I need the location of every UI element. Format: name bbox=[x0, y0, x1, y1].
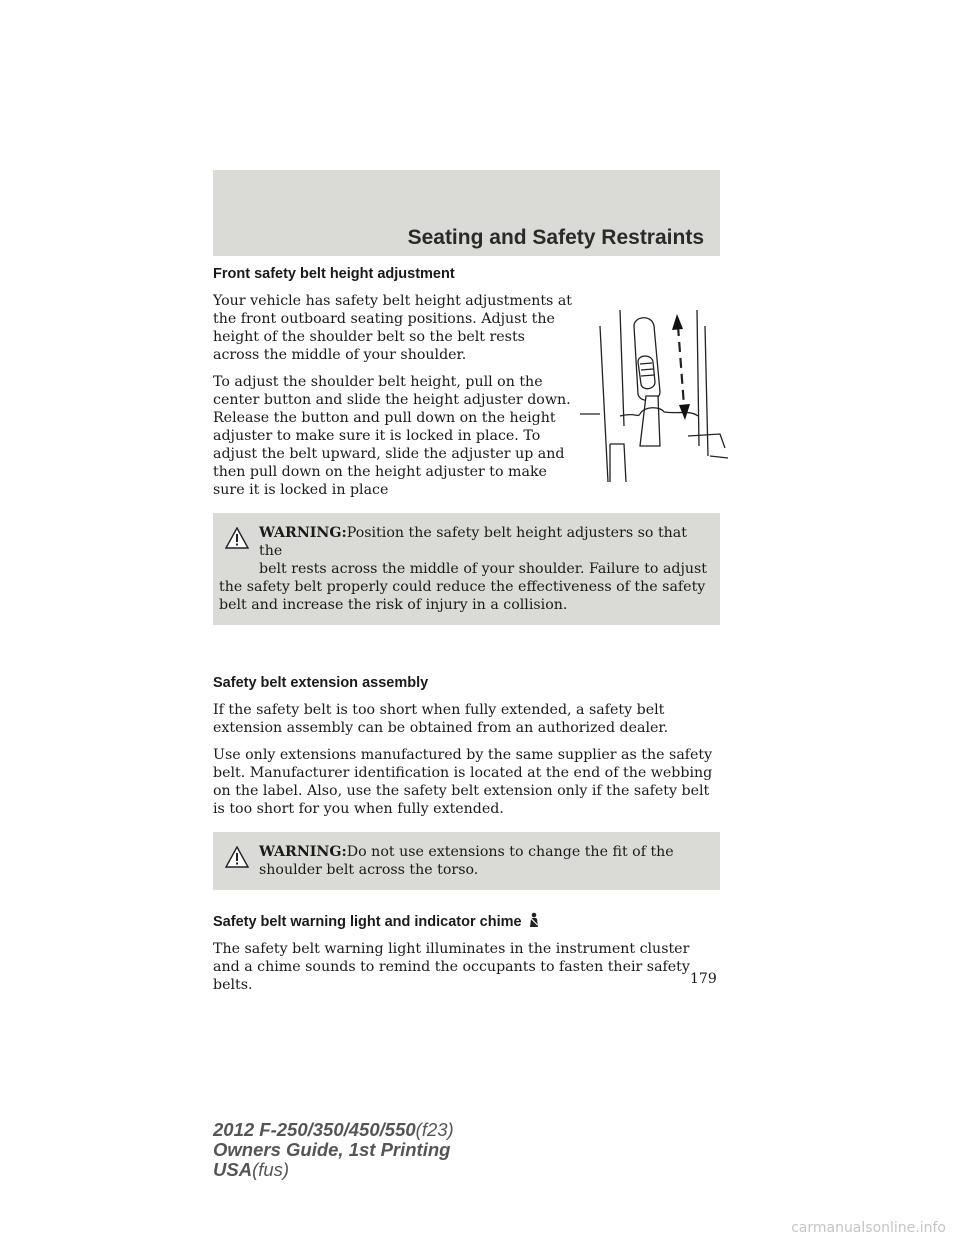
page-content bbox=[213, 266, 720, 994]
footer-model: 2012 F-250/350/450/550 bbox=[213, 1119, 416, 1140]
warning-label: WARNING: bbox=[259, 525, 347, 541]
watermark: carmanualsonline.info bbox=[791, 1220, 946, 1236]
warning-line: belt rests across the middle of your shoulder. Failure to adjust bbox=[259, 561, 708, 577]
belt-height-adjuster-illustration bbox=[580, 296, 730, 482]
section-header-band bbox=[213, 170, 720, 256]
warning-line: Do not use extensions to change the fit of the bbox=[346, 844, 674, 860]
extension-paragraph-2: Use only extensions manufactured by the same supplier as the safety belt. Manufacturer identification is located at the end of the webbing on the label. Also, use the safety belt extension only if the safety belt is too short for you when fully extended. bbox=[213, 747, 713, 817]
heading-warning-chime-text: Safety belt warning light and indicator chime bbox=[213, 914, 522, 930]
footer-model-code: (f23) bbox=[415, 1119, 454, 1140]
seatbelt-person-icon bbox=[527, 912, 541, 928]
warning-triangle-icon bbox=[225, 846, 249, 868]
footer-print-info bbox=[213, 1120, 454, 1180]
warning-box-extension bbox=[213, 832, 720, 890]
heading-extension-assembly: Safety belt extension assembly bbox=[213, 675, 429, 691]
chime-paragraph-1: The safety belt warning light illuminates in the instrument cluster and a chime sounds to remind the occupants to fasten their safety belts. bbox=[213, 941, 690, 993]
heading-warning-chime bbox=[213, 912, 720, 930]
warning-label: WARNING: bbox=[259, 844, 347, 860]
height-paragraph-2: To adjust the shoulder belt height, pull on the center button and slide the height adjuster down. Release the button and pull down on the height adjuster to make sure it is locked in place. To adjust the belt upward, slide the adjuster up and then pull down on the height adjuster to make sure it is locked in place bbox=[213, 374, 571, 498]
warning-triangle-icon bbox=[225, 527, 249, 549]
warning-line: belt and increase the risk of injury in a collision. bbox=[219, 597, 568, 613]
warning-line: shoulder belt across the torso. bbox=[259, 862, 479, 878]
footer-region-code: (fus) bbox=[252, 1159, 290, 1180]
footer-printing: Owners Guide, 1st Printing bbox=[213, 1139, 451, 1160]
height-paragraph-1: Your vehicle has safety belt height adjustments at the front outboard seating positions. Adjust the height of the shoulder belt so the belt rests across the middle of your shoulder. bbox=[213, 293, 573, 363]
page-number: 179 bbox=[690, 971, 717, 987]
warning-box-height bbox=[213, 513, 720, 625]
heading-height-adjustment: Front safety belt height adjustment bbox=[213, 266, 455, 282]
warning-line: the safety belt properly could reduce the effectiveness of the safety bbox=[219, 579, 706, 595]
extension-paragraph-1: If the safety belt is too short when fully extended, a safety belt extension assembly can be obtained from an authorized dealer. bbox=[213, 702, 669, 736]
section-title: Seating and Safety Restraints bbox=[407, 226, 704, 249]
footer-region: USA bbox=[213, 1159, 253, 1180]
warning-line: Position the safety belt height adjusters so that the bbox=[259, 525, 687, 559]
